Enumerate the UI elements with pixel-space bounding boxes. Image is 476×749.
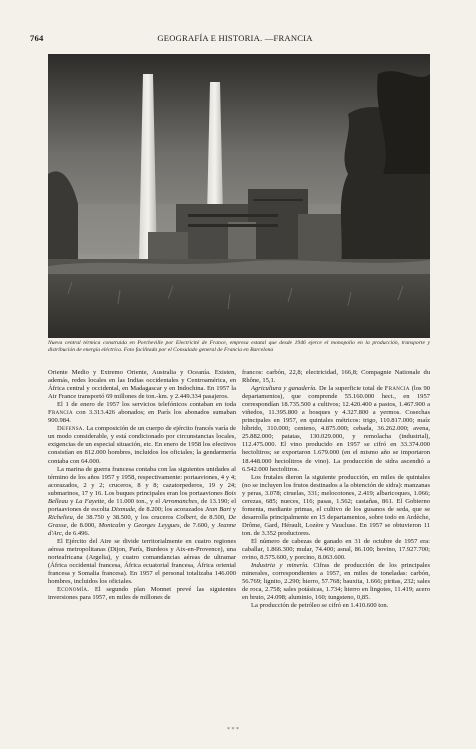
paragraph (48, 586, 236, 602)
paragraph: El Ejército del Aire se divide territorialmente en cuatro regiones aéreas metropolitanas (Dijon, París, Burdeos y Aix-en-Provence), una norteafricana (Argelia), y cuatro comandancias aéreas de ultramar (África occidental francesa, África ecuatorial francesa, África oriental francesa y Somalia francesa). En 1957 el personal totalizaba 146.000 hombres, incluidos los oficiales. (48, 537, 236, 586)
caption-main: Nueva central térmica construida en Porcheville por Electricité de France, empresa estatal que desde 1946 ejerce el monopolio en la producción, transporte y distribución de energía eléctrica. (48, 340, 430, 353)
paragraph: La producción de petróleo se cifró en 1.410.600 ton. (251, 602, 389, 610)
section-heading: Defensa. (57, 425, 85, 433)
page-number: 764 (30, 33, 44, 43)
ship-name: Montcalm (98, 521, 126, 529)
text-run: , de 13.190; el portaaviones de escolta (48, 497, 236, 513)
text-run: , de 6.496. (61, 529, 90, 537)
ship-name: Richelieu (48, 513, 73, 521)
power-plant-image (48, 54, 430, 338)
paragraph (48, 425, 236, 465)
paragraph: francos: carbón, 22,8; electricidad, 166,8; Compagnie Nationale du Rhône, 15,1. (242, 369, 430, 385)
paragraph: Oriente Medio y Extremo Oriente, Australia y Oceanía. Existen, además, redes locales en las Indias occidentales y Centroamérica, en África central y occidental, en Madagascar y en Indochina. En 1957 la Air France transportó 69 millones de ton.-km. y 2.449.334 pasajeros. (48, 369, 236, 401)
ship-name: Bois Belleau (48, 489, 236, 505)
text-run: Francia (48, 409, 73, 417)
running-header (30, 33, 440, 47)
ship-name: Jean Bart (205, 505, 231, 513)
ship-name: Arromanches (162, 497, 198, 505)
paragraph (242, 385, 430, 474)
power-plant-photo (48, 54, 430, 338)
section-heading: Agricultura y ganadería. (251, 385, 317, 393)
text-run: El 1 de enero de 1957 los servicios telefónicos contaban en toda (57, 401, 236, 409)
text-run: con 3.313.426 abonados; en París los abonados sumaban 900.984. (48, 409, 236, 425)
text-run: , de 8.200; los acorazados (134, 505, 204, 513)
ship-name: La Fayette (75, 497, 105, 505)
paragraph: El número de cabezas de ganado en 31 de octubre de 1957 era: caballar, 1.866.300; mular, 74.400; asnal, 86.100; bovino, 17.927.700; ovino, 8.575.600, y porcino, 8.063.600. (242, 537, 430, 562)
footer-mark: * * * (227, 727, 239, 733)
ship-name: Jeanne d'Arc (48, 521, 236, 537)
text-run: La marina de guerra francesa contaba con las siguientes unidades al término de los años 1957 y 1958, respectivamente: portaaviones, 4 y 4; acorazados, 2 y 2; cruceros, 8 y 8; cazatorpederos, 19 y 24; submarinos, 17 y 16. Los buques principales eran los portaaviones (48, 465, 236, 497)
section-heading: Economía. (57, 586, 90, 594)
ship-name: Dixmude (111, 505, 135, 513)
text-run: Cifras de producción de los principales minerales, correspondientes a 1957, en miles de toneladas: carbón, 56.769; lignito, 2.290; hierro, 57.768; bauxita, 1.666; piritas, 232; sales de roca, 2.758; sales potásicas, 1.734; hierro en lingotes, 11.419; acero en bruto, 24.098; aluminio, 160; tungsteno, 0,85. (242, 562, 430, 602)
text-run: (los 90 departamentos), que comprende 55.160.000 hect., en 1957 correspondían 18.735.500 a cultivos; 12.420.400 a pastos, 1.467.900 a viñedos, 11.395.800 a bosques y 4.327.800 a yermos. Cosechas principales en 1957, en quintales métricos: trigo, 110.817.000; maíz híbrido, 310.000; centeno, 4.875.000; cebada, 36.262.000; avena, 25.882.000; patatas, 130.029.000, y remolacha (industrial), 112.475.000. El vino producido en 1957 se cifró en 33.374.000 hectolitros; se exportaron 1.679.000 (en el mismo año se importaron 18.448.000 hectolitros de vino). La producción de sidra ascendió a 6.542.000 hectolitros. (242, 385, 430, 473)
section-heading: Industria y minería. (251, 562, 309, 570)
text-run: , de 8.000, (66, 521, 96, 529)
text-run: , de 8.500, (196, 513, 226, 521)
text-run: La composición de un cuerpo de ejército francés varía de un modo considerable, y está condicionado por circunstancias locales, exigencias de un especial situación, etc. En enero de 1958 los efectivos consistían en 812.000 hombres, incluidos los oficiales; la gendarmería contaba con 64.000. (48, 425, 236, 465)
photo-caption (48, 340, 430, 353)
text-run: , de 7.600, y (179, 521, 215, 529)
text-run: Francia (384, 385, 410, 393)
ship-name: Georges Leygues (133, 521, 180, 529)
right-column (242, 369, 430, 717)
left-column (48, 369, 236, 717)
text-run: y (70, 497, 74, 505)
text-run: De la superficie total de (318, 385, 383, 393)
paragraph: Los frutales dieron la siguiente producción, en miles de quintales (no se incluyen los frutos destinados a la obtención de sidra): manzanas y peras, 3.078; ciruelas, 331; melocotones, 2.419; albaricoques, 1.066; cerezas, 685; nueces, 116; pasas, 1.562; castañas, 861. El Gobierno fomenta, mediante primas, el cultivo de los gusanos de seda, que se desarrolla principalmente en 15 departamentos, sobre todo en Ardèche, Drôme, Gard, Hérault, Lozère y Vaucluse. En 1957 se obtuvieron 11 ton. de 3.352 productores. (242, 473, 430, 537)
text-run: , de 11.000 ton., y el (104, 497, 161, 505)
running-title: GEOGRAFÍA E HISTORIA. —FRANCIA (157, 33, 313, 43)
text-run: El segundo plan Monnet prevé las siguientes inversiones para 1957, en miles de millones de (48, 586, 236, 602)
text-run: , de 38.750 y 38.500, y los cruceros (72, 513, 174, 521)
paragraph (48, 401, 236, 425)
paragraph (242, 562, 430, 602)
text-run: y (127, 521, 131, 529)
caption-credit: Foto facilitada por el Consulado general de Francia en Barcelona (123, 346, 274, 353)
ship-name: De Grasse (48, 513, 236, 529)
text-run: y (232, 505, 236, 513)
paragraph (48, 466, 236, 538)
ship-name: Colbert (176, 513, 197, 521)
